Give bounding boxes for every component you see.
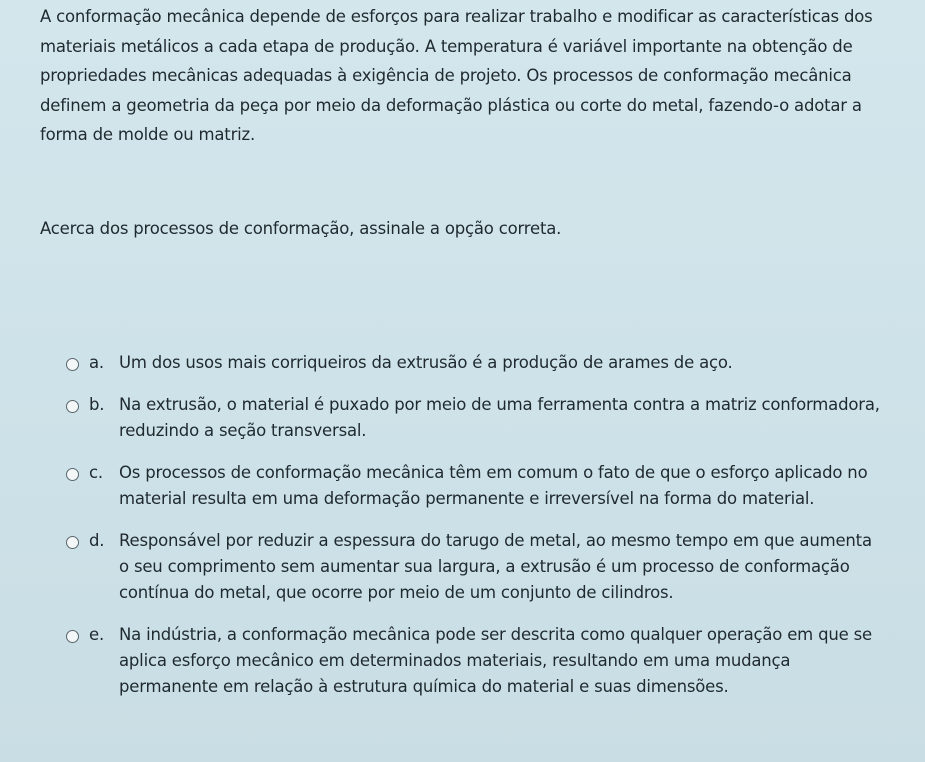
option-text: Os processos de conformação mecânica têm em comum o fato de que o esforço aplicado no material resulta em uma deformação permanente e irreversível na forma do material. (119, 463, 868, 508)
option-letter: e. (89, 625, 104, 644)
option-text: Responsável por reduzir a espessura do tarugo de metal, ao mesmo tempo em que aumenta o seu comprimento sem aumentar sua largura, a extrusão é um processo de conformação contínua do metal, que ocorre por meio de um conjunto de cilindros. (119, 531, 872, 602)
option-c[interactable] (66, 460, 886, 512)
option-e[interactable] (66, 622, 886, 700)
option-letter: b. (89, 395, 105, 414)
option-d[interactable] (66, 528, 886, 606)
radio-button-e[interactable] (66, 630, 79, 643)
option-a[interactable] (66, 350, 886, 376)
option-letter: d. (89, 531, 105, 550)
option-letter: a. (89, 353, 104, 372)
radio-button-b[interactable] (66, 400, 79, 413)
question-intro: A conformação mecânica depende de esforços para realizar trabalho e modificar as características dos materiais metálicos a cada etapa de produção. A temperatura é variável importante na obtenção de propriedades mecânicas adequadas à exigência de projeto. Os processos de conformação mecânica definem a geometria da peça por meio da deformação plástica ou corte do metal, fazendo-o adotar a forma de molde ou matriz. (40, 7, 873, 144)
option-text: Na extrusão, o material é puxado por meio de uma ferramenta contra a matriz conformadora, reduzindo a seção transversal. (119, 395, 880, 440)
option-text: Na indústria, a conformação mecânica pode ser descrita como qualquer operação em que se aplica esforço mecânico em determinados materiais, resultando em uma mudança permanente em relação à estrutura química do material e suas dimensões. (119, 625, 872, 696)
radio-button-d[interactable] (66, 536, 79, 549)
option-b[interactable] (66, 392, 886, 444)
option-text: Um dos usos mais corriqueiros da extrusão é a produção de arames de aço. (119, 353, 733, 372)
radio-button-a[interactable] (66, 358, 79, 371)
radio-button-c[interactable] (66, 468, 79, 481)
question-prompt: Acerca dos processos de conformação, assinale a opção correta. (40, 219, 562, 238)
option-letter: c. (89, 463, 103, 482)
answer-options (66, 350, 886, 700)
